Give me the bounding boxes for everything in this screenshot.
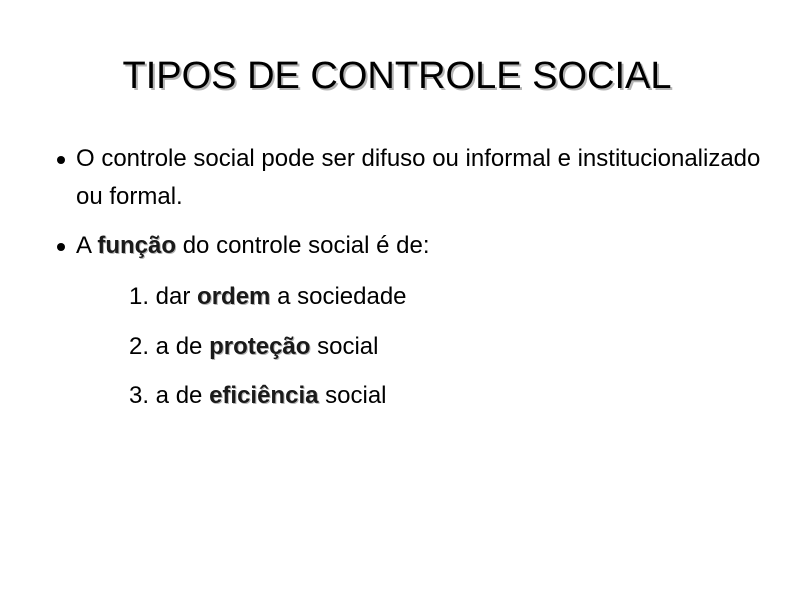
emphasized-word: ordem xyxy=(197,283,271,310)
item-suffix: social xyxy=(310,333,379,360)
bullet-text xyxy=(76,227,776,265)
bullet-text-prefix: A xyxy=(76,232,98,259)
item-prefix: 1. dar xyxy=(129,283,198,310)
bullet-text-suffix: do controle social é de: xyxy=(176,232,430,259)
bullet-text: O controle social pode ser difuso ou informal e institucionalizado ou formal. xyxy=(76,145,761,210)
item-suffix: social xyxy=(318,382,387,409)
emphasized-word: função xyxy=(97,232,177,259)
emphasized-word: proteção xyxy=(209,333,311,360)
item-prefix: 2. a de xyxy=(129,333,210,360)
numbered-item-1 xyxy=(129,278,407,316)
slide-title: TIPOS DE CONTROLE SOCIAL xyxy=(122,55,672,97)
item-prefix: 3. a de xyxy=(129,382,210,409)
numbered-item-3 xyxy=(129,377,387,415)
numbered-item-2 xyxy=(129,328,378,366)
item-suffix: a sociedade xyxy=(270,283,407,310)
bullet-dot-icon xyxy=(57,243,65,251)
emphasized-word: eficiência xyxy=(209,382,319,409)
bullet-dot-icon xyxy=(57,156,65,164)
